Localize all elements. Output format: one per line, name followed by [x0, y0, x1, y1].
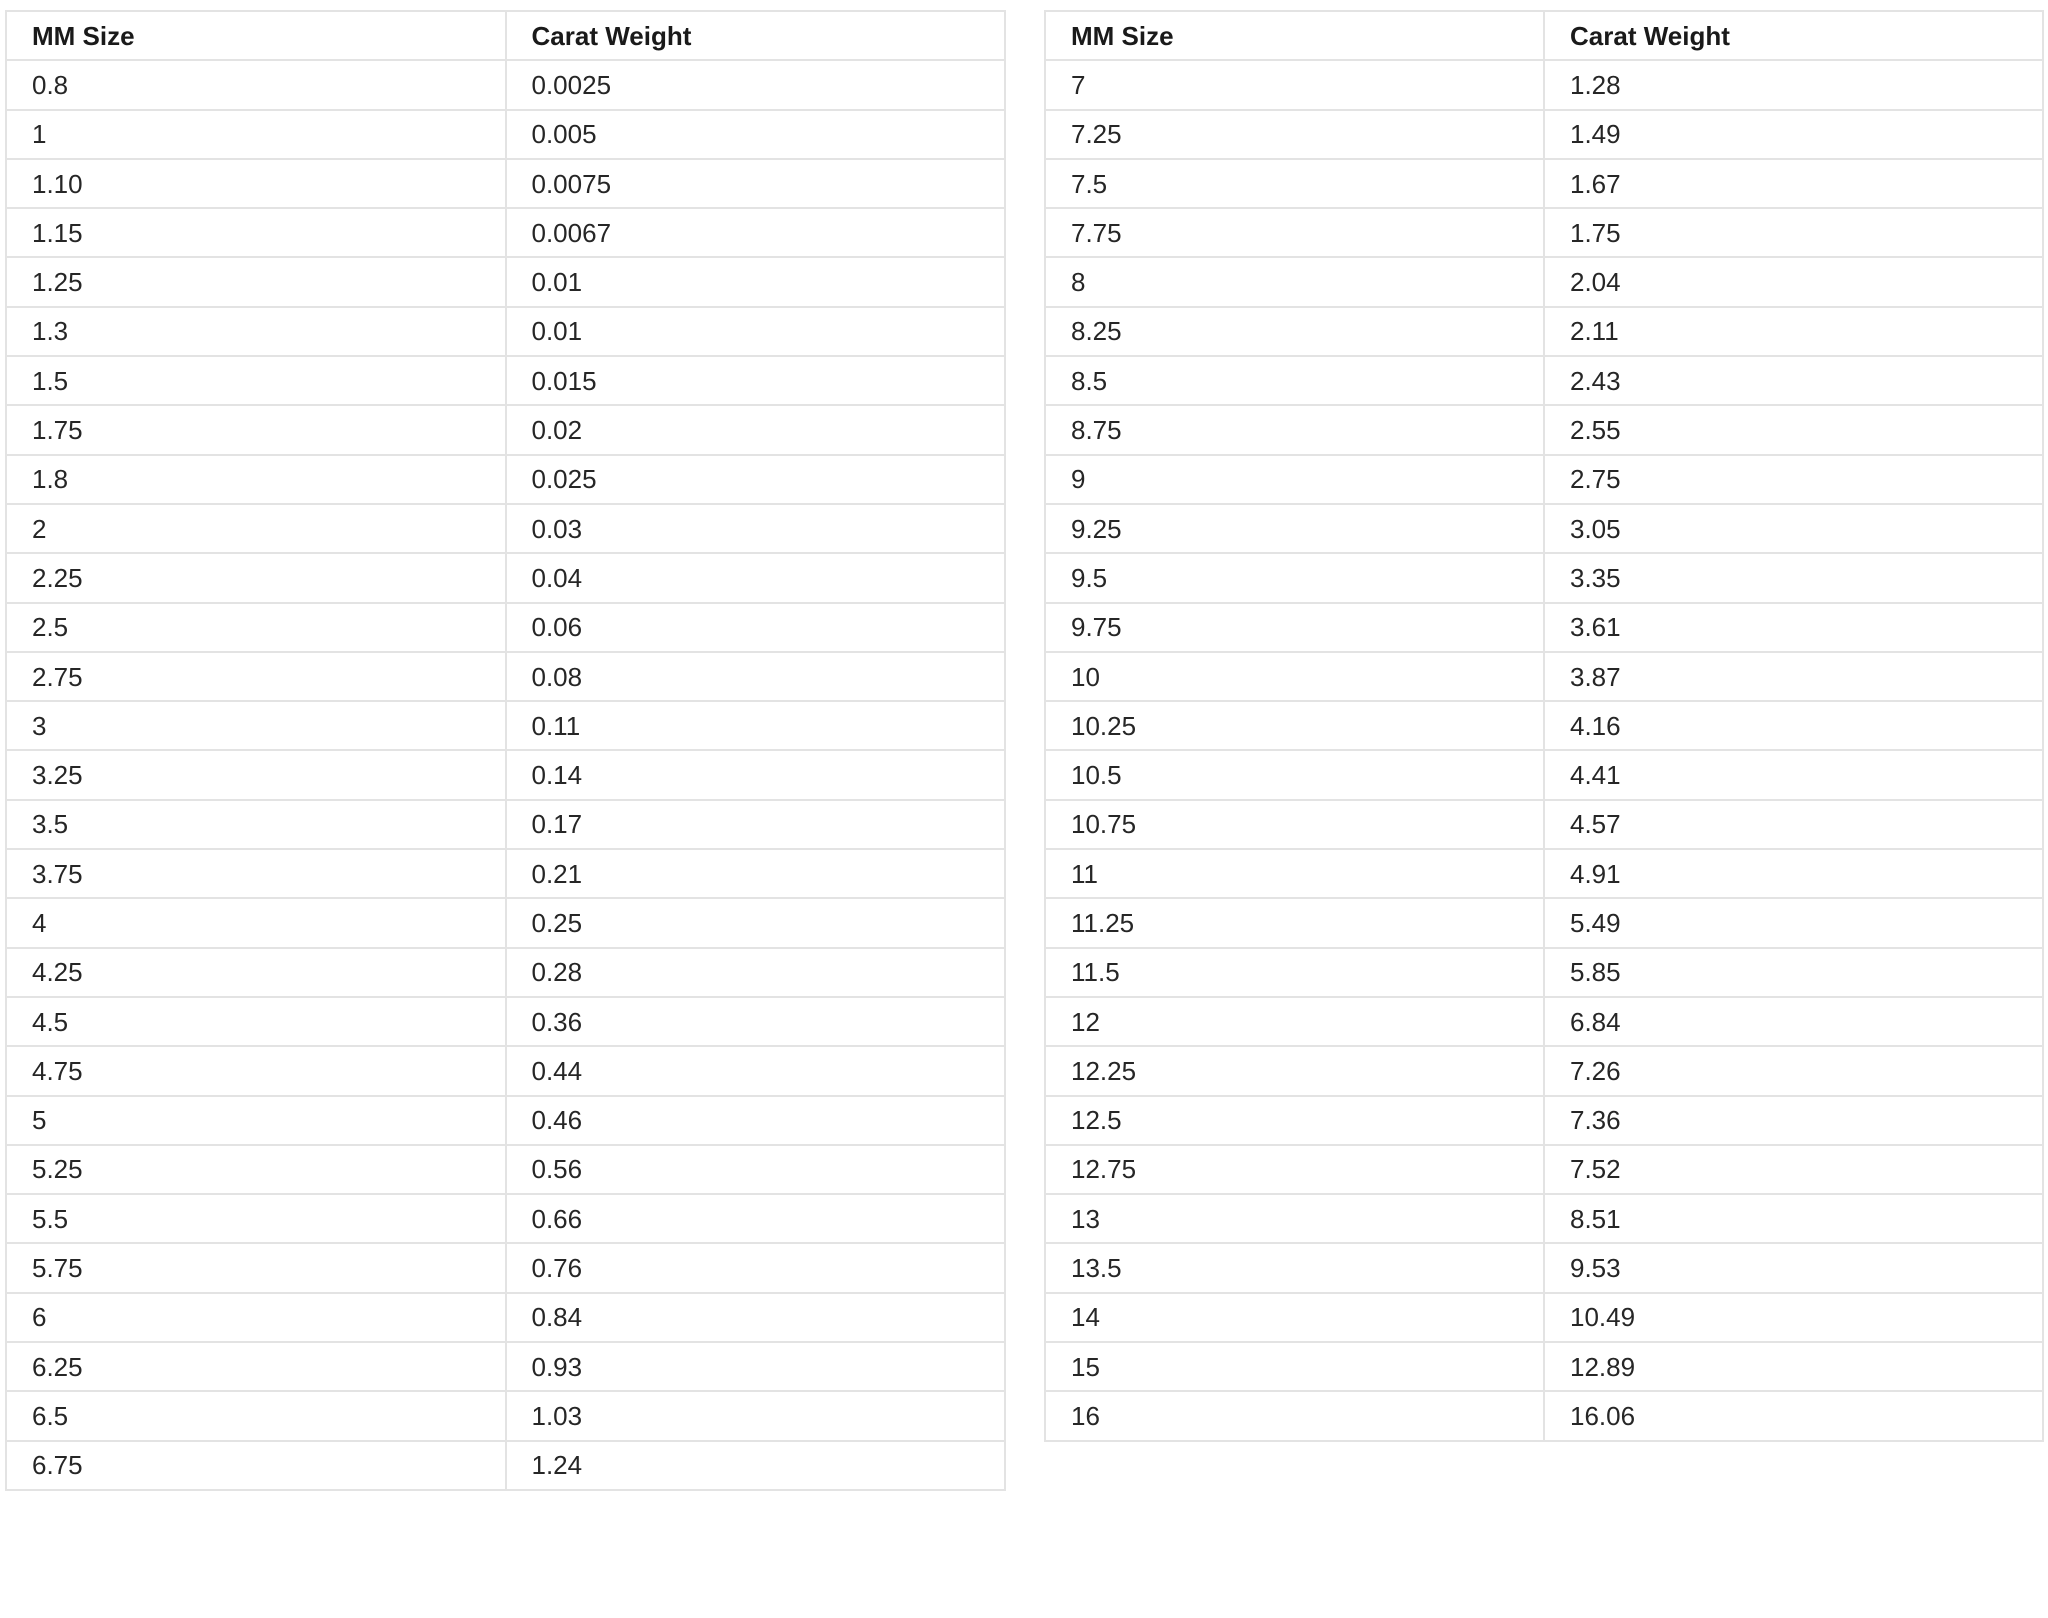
mm-size-cell: 6.75 — [6, 1441, 506, 1490]
table-row — [6, 997, 1005, 1046]
table-row — [6, 110, 1005, 159]
mm-size-cell: 13 — [1045, 1194, 1544, 1243]
carat-weight-cell: 0.28 — [506, 948, 1006, 997]
table-row — [1045, 750, 2043, 799]
carat-weight-cell: 1.75 — [1544, 208, 2043, 257]
carat-weight-cell: 0.015 — [506, 356, 1006, 405]
table-row — [6, 948, 1005, 997]
carat-weight-cell: 2.04 — [1544, 257, 2043, 306]
table-row — [6, 800, 1005, 849]
table-row — [1045, 159, 2043, 208]
mm-size-cell: 12 — [1045, 997, 1544, 1046]
mm-size-cell: 2.75 — [6, 652, 506, 701]
carat-weight-cell: 0.0025 — [506, 60, 1006, 109]
header-row — [1045, 11, 2043, 60]
carat-weight-cell: 1.67 — [1544, 159, 2043, 208]
carat-weight-cell: 3.61 — [1544, 603, 2043, 652]
carat-weight-cell: 1.03 — [506, 1391, 1006, 1440]
table-row — [1045, 1046, 2043, 1095]
carat-weight-cell: 0.11 — [506, 701, 1006, 750]
mm-size-cell: 6.25 — [6, 1342, 506, 1391]
mm-size-cell: 2.5 — [6, 603, 506, 652]
mm-size-cell: 4 — [6, 898, 506, 947]
mm-size-cell: 4.75 — [6, 1046, 506, 1095]
table-row — [1045, 257, 2043, 306]
mm-size-cell: 7.5 — [1045, 159, 1544, 208]
carat-weight-cell: 1.28 — [1544, 60, 2043, 109]
mm-size-cell: 10.75 — [1045, 800, 1544, 849]
table-row — [6, 307, 1005, 356]
carat-weight-cell: 0.84 — [506, 1293, 1006, 1342]
carat-weight-cell: 6.84 — [1544, 997, 2043, 1046]
table-row — [6, 1046, 1005, 1095]
table-row — [6, 1391, 1005, 1440]
carat-weight-cell: 0.93 — [506, 1342, 1006, 1391]
carat-weight-cell: 2.55 — [1544, 405, 2043, 454]
mm-size-cell: 15 — [1045, 1342, 1544, 1391]
carat-weight-cell: 7.26 — [1544, 1046, 2043, 1095]
table-row — [6, 405, 1005, 454]
carat-weight-cell: 12.89 — [1544, 1342, 2043, 1391]
carat-weight-cell: 5.85 — [1544, 948, 2043, 997]
carat-weight-cell: 2.11 — [1544, 307, 2043, 356]
table-row — [6, 652, 1005, 701]
mm-size-cell: 8.75 — [1045, 405, 1544, 454]
table-row — [6, 1243, 1005, 1292]
carat-weight-cell: 4.91 — [1544, 849, 2043, 898]
mm-size-cell: 9.25 — [1045, 504, 1544, 553]
table-row — [6, 1194, 1005, 1243]
table-row — [6, 701, 1005, 750]
table-row — [6, 60, 1005, 109]
mm-size-cell: 8.5 — [1045, 356, 1544, 405]
mm-size-cell: 4.25 — [6, 948, 506, 997]
mm-size-cell: 1.5 — [6, 356, 506, 405]
table-row — [6, 159, 1005, 208]
table-row — [6, 898, 1005, 947]
mm-size-cell: 10.5 — [1045, 750, 1544, 799]
mm-size-cell: 1.75 — [6, 405, 506, 454]
table-row — [1045, 701, 2043, 750]
table-row — [1045, 356, 2043, 405]
carat-weight-cell: 0.44 — [506, 1046, 1006, 1095]
mm-size-cell: 7 — [1045, 60, 1544, 109]
table-row — [1045, 1293, 2043, 1342]
mm-size-cell: 1.10 — [6, 159, 506, 208]
mm-size-cell: 12.25 — [1045, 1046, 1544, 1095]
table-row — [1045, 455, 2043, 504]
table-row — [1045, 948, 2043, 997]
carat-weight-cell: 1.24 — [506, 1441, 1006, 1490]
carat-weight-cell: 4.16 — [1544, 701, 2043, 750]
carat-weight-cell: 4.57 — [1544, 800, 2043, 849]
mm-size-cell: 9.5 — [1045, 553, 1544, 602]
mm-size-cell: 12.75 — [1045, 1145, 1544, 1194]
carat-weight-column-header: Carat Weight — [506, 11, 1006, 60]
mm-size-cell: 9.75 — [1045, 603, 1544, 652]
carat-weight-cell: 9.53 — [1544, 1243, 2043, 1292]
carat-weight-cell: 10.49 — [1544, 1293, 2043, 1342]
mm-size-cell: 14 — [1045, 1293, 1544, 1342]
header-row — [6, 11, 1005, 60]
mm-size-cell: 7.75 — [1045, 208, 1544, 257]
carat-weight-cell: 1.49 — [1544, 110, 2043, 159]
table-row — [6, 1096, 1005, 1145]
mm-size-cell: 1 — [6, 110, 506, 159]
mm-size-cell: 6 — [6, 1293, 506, 1342]
carat-weight-cell: 0.08 — [506, 652, 1006, 701]
mm-size-cell: 10 — [1045, 652, 1544, 701]
table-row — [6, 1293, 1005, 1342]
carat-weight-cell: 7.36 — [1544, 1096, 2043, 1145]
table-row — [1045, 997, 2043, 1046]
mm-size-cell: 4.5 — [6, 997, 506, 1046]
carat-weight-cell: 8.51 — [1544, 1194, 2043, 1243]
carat-weight-cell: 0.36 — [506, 997, 1006, 1046]
table-body — [6, 60, 1005, 1490]
table-row — [1045, 849, 2043, 898]
mm-size-cell: 5.5 — [6, 1194, 506, 1243]
mm-size-cell: 3.25 — [6, 750, 506, 799]
carat-weight-cell: 3.35 — [1544, 553, 2043, 602]
carat-weight-cell: 7.52 — [1544, 1145, 2043, 1194]
mm-size-cell: 10.25 — [1045, 701, 1544, 750]
carat-weight-cell: 0.03 — [506, 504, 1006, 553]
mm-size-cell: 8.25 — [1045, 307, 1544, 356]
table-row — [1045, 1194, 2043, 1243]
carat-weight-cell: 0.25 — [506, 898, 1006, 947]
carat-weight-cell: 2.43 — [1544, 356, 2043, 405]
mm-size-column-header: MM Size — [6, 11, 506, 60]
mm-size-cell: 13.5 — [1045, 1243, 1544, 1292]
table-row — [1045, 1391, 2043, 1440]
carat-weight-cell: 0.0067 — [506, 208, 1006, 257]
carat-weight-cell: 0.21 — [506, 849, 1006, 898]
mm-size-cell: 12.5 — [1045, 1096, 1544, 1145]
table-row — [1045, 1243, 2043, 1292]
mm-to-carat-table-left — [5, 10, 1006, 1491]
mm-size-cell: 3.5 — [6, 800, 506, 849]
mm-size-cell: 5.75 — [6, 1243, 506, 1292]
table-body — [1045, 60, 2043, 1440]
carat-weight-cell: 16.06 — [1544, 1391, 2043, 1440]
mm-size-cell: 11.5 — [1045, 948, 1544, 997]
table-row — [1045, 603, 2043, 652]
table-row — [1045, 1096, 2043, 1145]
carat-weight-cell: 3.05 — [1544, 504, 2043, 553]
carat-weight-cell: 0.01 — [506, 307, 1006, 356]
mm-size-cell: 1.3 — [6, 307, 506, 356]
carat-weight-column-header: Carat Weight — [1544, 11, 2043, 60]
carat-weight-cell: 3.87 — [1544, 652, 2043, 701]
mm-size-cell: 11 — [1045, 849, 1544, 898]
mm-size-cell: 2.25 — [6, 553, 506, 602]
table-row — [6, 504, 1005, 553]
table-row — [6, 750, 1005, 799]
table-row — [1045, 652, 2043, 701]
mm-size-cell: 3 — [6, 701, 506, 750]
mm-to-carat-table-right — [1044, 10, 2044, 1442]
mm-size-cell: 16 — [1045, 1391, 1544, 1440]
table-row — [6, 1145, 1005, 1194]
carat-weight-cell: 0.46 — [506, 1096, 1006, 1145]
table-row — [1045, 110, 2043, 159]
carat-weight-cell: 0.005 — [506, 110, 1006, 159]
carat-weight-cell: 0.04 — [506, 553, 1006, 602]
table-row — [6, 849, 1005, 898]
table-row — [1045, 405, 2043, 454]
carat-weight-cell: 0.02 — [506, 405, 1006, 454]
table-row — [6, 356, 1005, 405]
mm-size-cell: 2 — [6, 504, 506, 553]
carat-weight-cell: 0.76 — [506, 1243, 1006, 1292]
carat-weight-cell: 0.66 — [506, 1194, 1006, 1243]
table-row — [6, 1342, 1005, 1391]
table-row — [6, 257, 1005, 306]
table-row — [1045, 504, 2043, 553]
carat-weight-cell: 0.01 — [506, 257, 1006, 306]
carat-weight-cell: 0.0075 — [506, 159, 1006, 208]
mm-size-cell: 5.25 — [6, 1145, 506, 1194]
carat-weight-cell: 2.75 — [1544, 455, 2043, 504]
mm-size-cell: 0.8 — [6, 60, 506, 109]
table-row — [6, 553, 1005, 602]
mm-size-cell: 1.8 — [6, 455, 506, 504]
table-row — [1045, 553, 2043, 602]
mm-size-cell: 1.15 — [6, 208, 506, 257]
carat-weight-cell: 0.025 — [506, 455, 1006, 504]
carat-weight-cell: 0.06 — [506, 603, 1006, 652]
mm-size-cell: 1.25 — [6, 257, 506, 306]
mm-size-column-header: MM Size — [1045, 11, 1544, 60]
mm-size-cell: 3.75 — [6, 849, 506, 898]
mm-size-cell: 8 — [1045, 257, 1544, 306]
mm-size-cell: 5 — [6, 1096, 506, 1145]
carat-weight-cell: 0.17 — [506, 800, 1006, 849]
table-row — [1045, 1342, 2043, 1391]
carat-weight-cell: 0.56 — [506, 1145, 1006, 1194]
table-row — [1045, 60, 2043, 109]
table-row — [1045, 898, 2043, 947]
table-row — [6, 603, 1005, 652]
carat-weight-cell: 0.14 — [506, 750, 1006, 799]
table-row — [1045, 1145, 2043, 1194]
table-header — [1045, 11, 2043, 60]
mm-size-cell: 11.25 — [1045, 898, 1544, 947]
table-row — [6, 455, 1005, 504]
carat-weight-cell: 5.49 — [1544, 898, 2043, 947]
table-row — [6, 208, 1005, 257]
mm-size-cell: 9 — [1045, 455, 1544, 504]
table-row — [1045, 208, 2043, 257]
table-row — [1045, 307, 2043, 356]
carat-weight-cell: 4.41 — [1544, 750, 2043, 799]
table-row — [6, 1441, 1005, 1490]
table-row — [1045, 800, 2043, 849]
mm-size-cell: 6.5 — [6, 1391, 506, 1440]
mm-size-cell: 7.25 — [1045, 110, 1544, 159]
table-header — [6, 11, 1005, 60]
